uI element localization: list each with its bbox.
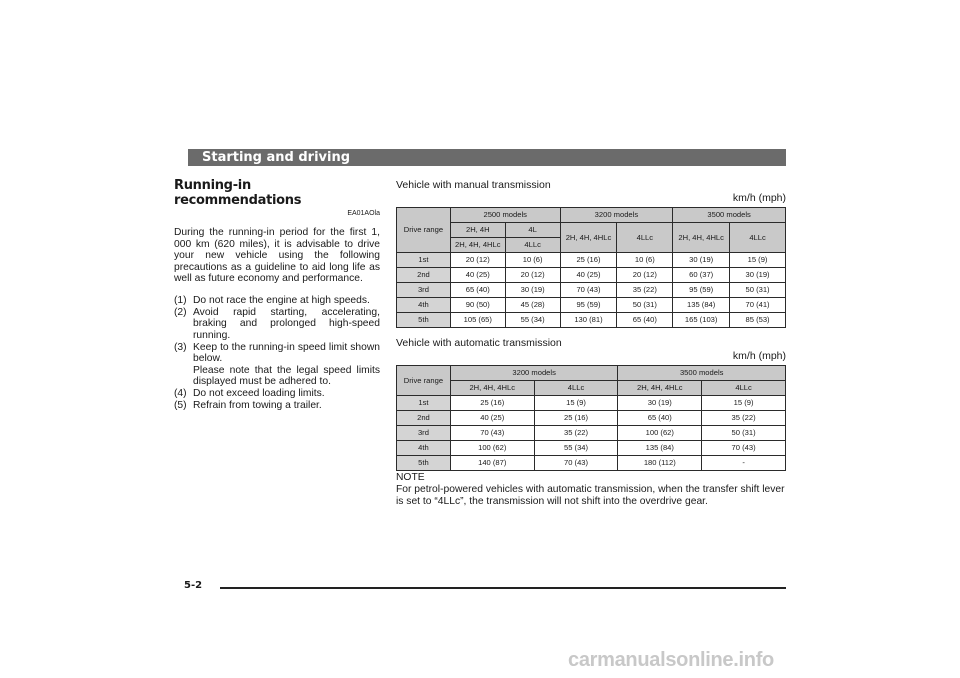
list-item-number: (1) [174,295,187,307]
note-text: For petrol-powered vehicles with automatic transmission, when the transfer shift lever is set to “4LLc”, the transmission will not shift into the overdrive gear. [396,484,785,507]
footer-divider [220,587,786,589]
gear-label: 5th [397,313,451,328]
table-header-model: 2500 models [450,208,560,223]
table-row [397,441,786,456]
table-cell: 35 (22) [617,283,673,298]
intro-paragraph: During the running-in period for the first 1, 000 km (620 miles), it is advisable to drive your new vehicle using the following precautions as a guideline to aid long life as well as future economy and performance. [174,227,380,285]
table-subheader: 4LLc [617,223,673,253]
note-block [396,472,788,508]
watermark: carmanualsonline.info [568,649,774,671]
list-item [174,295,380,307]
table-cell: 40 (25) [560,268,617,283]
list-item-number: (4) [174,388,187,400]
table-cell: 25 (16) [450,396,534,411]
table-cell: 100 (62) [618,426,702,441]
note-label: NOTE [396,472,425,483]
table-subheader: 4LLc [505,238,560,253]
table-cell: 60 (37) [673,268,730,283]
table-cell: 15 (9) [534,396,618,411]
table-cell: 135 (84) [618,441,702,456]
table-cell: 30 (19) [505,283,560,298]
table-subheader: 2H, 4H, 4HLc [450,381,534,396]
table-cell: 70 (43) [534,456,618,471]
table-cell: 95 (59) [560,298,617,313]
table-header-drive-range: Drive range [397,208,451,253]
table-subheader: 4LLc [702,381,786,396]
table-cell: 105 (65) [450,313,505,328]
table-cell: 40 (25) [450,411,534,426]
table-cell: 135 (84) [673,298,730,313]
table-header-drive-range: Drive range [397,366,451,396]
table-cell: 20 (12) [450,253,505,268]
list-item-number: (2) [174,306,187,318]
table-cell: 65 (40) [450,283,505,298]
table-subheader: 4L [505,223,560,238]
table-cell: 65 (40) [618,411,702,426]
table-cell: 95 (59) [673,283,730,298]
gear-label: 2nd [397,411,451,426]
gear-label: 5th [397,456,451,471]
table-row [397,313,786,328]
table-row [397,411,786,426]
table-subheader: 2H, 4H [450,223,505,238]
table-cell: 45 (28) [505,298,560,313]
table-subheader: 2H, 4H, 4HLc [450,238,505,253]
table-row [397,456,786,471]
table-cell: 30 (19) [730,268,786,283]
table-subheader: 2H, 4H, 4HLc [618,381,702,396]
table-cell: 30 (19) [618,396,702,411]
table-cell: 25 (16) [534,411,618,426]
gear-label: 3rd [397,283,451,298]
table-cell: 165 (103) [673,313,730,328]
list-item-text: Do not exceed loading limits. [193,388,325,400]
reference-code: EA01AOla [347,210,380,217]
gear-label: 4th [397,441,451,456]
table-subheader: 4LLc [730,223,786,253]
running-in-section [174,178,380,411]
table-row [397,283,786,298]
manual-transmission-table [396,207,786,328]
table-cell: 130 (81) [560,313,617,328]
list-item-text: Refrain from towing a trailer. [193,399,322,411]
table-row [397,253,786,268]
list-item [174,307,380,342]
automatic-table-units: km/h (mph) [732,350,786,362]
list-item [174,342,380,388]
table-header-model: 3200 models [450,366,618,381]
page-number: 5-2 [184,580,203,591]
speed-limit-tables [396,179,786,471]
gear-label: 1st [397,253,451,268]
list-item-text: Do not race the engine at high speeds. [193,295,370,307]
table-cell: 50 (31) [730,283,786,298]
table-header-model: 3500 models [618,366,786,381]
table-cell: 70 (43) [450,426,534,441]
table-cell: 20 (12) [505,268,560,283]
table-cell: 100 (62) [450,441,534,456]
section-heading: Running-in recommendations [174,178,302,208]
table-cell: 35 (22) [534,426,618,441]
table-subheader: 2H, 4H, 4HLc [560,223,617,253]
gear-label: 2nd [397,268,451,283]
table-cell: 30 (19) [673,253,730,268]
manual-table-units: km/h (mph) [732,192,786,204]
table-cell: 35 (22) [702,411,786,426]
table-cell: 70 (43) [702,441,786,456]
automatic-transmission-table [396,365,786,471]
table-row [397,396,786,411]
gear-label: 4th [397,298,451,313]
list-item-number: (5) [174,399,187,411]
table-row [397,268,786,283]
table-cell: 90 (50) [450,298,505,313]
table-cell: 55 (34) [505,313,560,328]
table-cell: 85 (53) [730,313,786,328]
table-row [397,426,786,441]
table-cell: 10 (6) [617,253,673,268]
table-cell: 70 (43) [560,283,617,298]
list-item [174,400,380,412]
manual-table-title: Vehicle with manual transmission [396,179,551,191]
table-subheader: 2H, 4H, 4HLc [673,223,730,253]
table-cell: 10 (6) [505,253,560,268]
list-item-extra-text: Please note that the legal speed limits displayed must be adhered to. [193,364,380,388]
list-item-text: Keep to the running-in speed limit shown below. [193,341,380,365]
table-cell: 40 (25) [450,268,505,283]
table-cell: 180 (112) [618,456,702,471]
table-cell: 65 (40) [617,313,673,328]
list-item-text-group [193,342,380,388]
list-item-number: (3) [174,341,187,353]
list-item-text: Avoid rapid starting, accelerating, braking and prolonged high-speed running. [193,306,380,342]
table-cell: 20 (12) [617,268,673,283]
precaution-list [174,295,380,411]
table-cell: 25 (16) [560,253,617,268]
gear-label: 1st [397,396,451,411]
table-cell: 70 (41) [730,298,786,313]
gear-label: 3rd [397,426,451,441]
list-item [174,388,380,400]
table-cell: 50 (31) [702,426,786,441]
table-cell: 50 (31) [617,298,673,313]
table-cell: - [702,456,786,471]
table-row [397,298,786,313]
table-header-model: 3500 models [673,208,786,223]
table-cell: 140 (87) [450,456,534,471]
table-header-model: 3200 models [560,208,673,223]
table-cell: 15 (9) [702,396,786,411]
table-cell: 15 (9) [730,253,786,268]
automatic-table-title: Vehicle with automatic transmission [396,337,562,349]
section-title: Starting and driving [202,150,351,165]
table-subheader: 4LLc [534,381,618,396]
section-title-bar [188,149,786,166]
table-cell: 55 (34) [534,441,618,456]
